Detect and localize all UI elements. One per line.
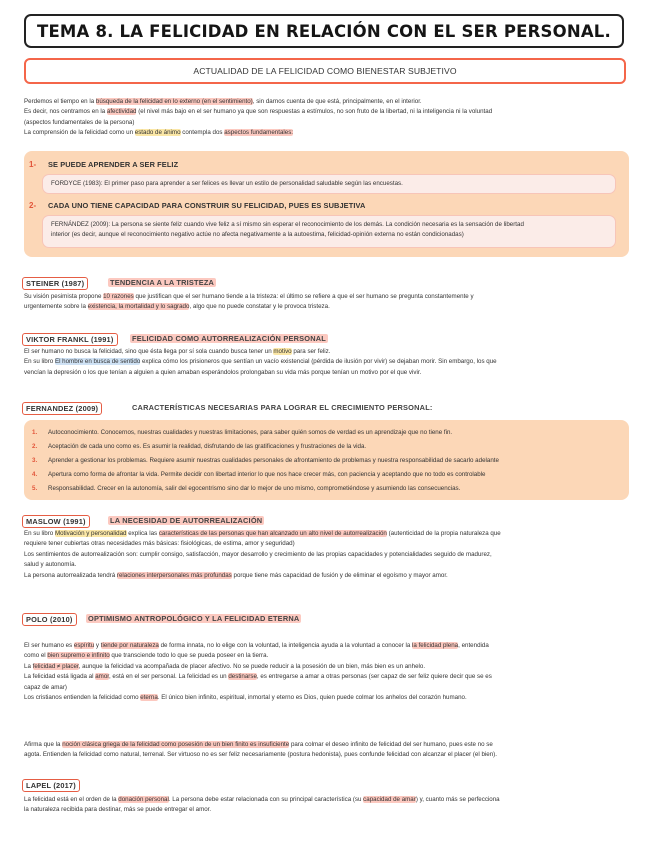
lapel-paragraph: La felicidad está en el orden de la donación personal. La persona debe estar relacionada con su principal característica (su capacidad de amar) y, cuanto más se perfecciona la naturaleza recibida para destinar, más se puede entregar el amor. — [24, 796, 500, 814]
author-frankl: VIKTOR FRANKL (1991) — [22, 333, 118, 346]
aspects-box — [24, 151, 629, 257]
aspect-heading-1: SE PUEDE APRENDER A SER FELIZ — [48, 160, 179, 169]
list-item: 2. Aceptación de cada uno como es. Es asumir la realidad, disfrutando de las gratificaciones y frustraciones de la vida. — [32, 443, 367, 450]
author-polo: POLO (2010) — [22, 613, 77, 626]
heading-maslow: LA NECESIDAD DE AUTORREALIZACIÓN — [110, 516, 263, 525]
author-lapel: LAPEL (2017) — [22, 779, 80, 792]
aspect-number-1: 1- — [29, 160, 37, 169]
polo-paragraph-2: Afirma que la noción clásica griega de la felicidad como posesión de un bien finito es insuficiente para colmar el deseo infinito de felicidad del ser humano, pues este no se agota. Entienden la felicidad como natural, terrenal. Ser virtuoso no es ser feliz necesariamente (postura hedonista), pues confunde felicidad con alcanzar el placer (el bien). — [24, 741, 497, 759]
intro-line-3: (aspectos fundamentales de la persona) — [24, 118, 135, 126]
fernandez-list — [24, 420, 629, 500]
aspect-heading-2: CADA UNO TIENE CAPACIDAD PARA CONSTRUIR SU FELICIDAD, PUES ES SUBJETIVA — [48, 201, 366, 210]
list-item: 1. Autoconocimiento. Conocernos, nuestras cualidades y nuestras limitaciones, para saber quién somos de verdad es un aprendizaje que no tiene fin. — [32, 429, 453, 436]
page-subtitle: ACTUALIDAD DE LA FELICIDAD COMO BIENESTAR SUBJETIVO — [193, 66, 457, 76]
list-item: 3. Aprender a gestionar los problemas. Requiere asumir nuestras cualidades personales de afrontamiento de problemas y nuestra responsabilidad de sacarlo adelante — [32, 457, 499, 464]
author-maslow: MASLOW (1991) — [22, 515, 90, 528]
frankl-paragraph: El ser humano no busca la felicidad, sino que ésta llega por sí sola cuando busca tener un motivo para ser feliz. En su libro El hombre en busca de sentido explica cómo los prisioneros que sentían un vacío existencial (pérdida de ilusión por vivir) se dejaban morir. Sin embargo, los que vencían la depresión o los que tenían a alguien a quien amaban esperándolos prolongaban su vida más porque tenían un motivo por el que vivir. — [24, 348, 497, 376]
page-title: TEMA 8. LA FELICIDAD EN RELACIÓN CON EL SER PERSONAL. — [36, 21, 611, 41]
author-fernandez: FERNANDEZ (2009) — [22, 402, 102, 415]
title-box — [24, 14, 624, 48]
heading-frankl: FELICIDAD COMO AUTORREALIZACIÓN PERSONAL — [132, 334, 326, 343]
intro-line-1: Perdemos el tiempo en la búsqueda de la felicidad en lo externo (en el sentimiento), sin darnos cuenta de que está, principalmente, en el interior. — [24, 98, 422, 105]
maslow-paragraph: En su libro Motivación y personalidad explica las características de las personas que han alcanzado un alto nivel de autorrealización (autenticidad de la propia naturaleza que requiere tener cubiertas otras necesidades más básicas: fisiológicas, de estima, amor y seguridad) Los sentimientos de autorrealización son: cumplir consigo, satisfacción, mayor desarrollo y crecimiento de las propias capacidades y potencialidades seguido de madurez, salud y autonomía. La persona autorrealizada tendrá relaciones interpersonales más profundas porque tiene más capacidad de fusión y de eliminar el egoísmo y mayor amor. — [24, 530, 501, 579]
intro-paragraph — [24, 97, 639, 139]
heading-fernandez: CARACTERÍSTICAS NECESARIAS PARA LOGRAR EL CRECIMIENTO PERSONAL: — [132, 403, 433, 412]
author-steiner: STEINER (1987) — [22, 277, 88, 290]
intro-line-2: Es decir, nos centramos en la afectividad (el nivel más bajo en el ser humano ya que son respuestas a estímulos, no son fruto de la libertad, ni la inteligencia ni la voluntad — [24, 108, 493, 116]
list-item: 5. Responsabilidad. Crecer en la autonomía, salir del egocentrismo sino dar lo mejor de uno mismo, comprometiéndose y asumiendo las consecuencias. — [32, 485, 461, 492]
aspect-note-1: FORDYCE (1983): El primer paso para aprender a ser felices es llevar un estilo de personalidad saludable según las encuestas. — [42, 174, 616, 194]
steiner-paragraph: Su visión pesimista propone 10 razones que justifican que el ser humano tiende a la tristeza: el último se refiere a que el ser humano se pregunta constantemente y urgentemente sobre la existencia, la mortalidad y lo sagrado, algo que no puede constatar y le provoca tristeza. — [24, 293, 474, 311]
heading-steiner: TENDENCIA A LA TRISTEZA — [110, 278, 215, 287]
subtitle-box — [24, 58, 626, 84]
intro-line-4: La comprensión de la felicidad como un estado de ánimo contempla dos aspectos fundamentales: — [24, 129, 294, 137]
heading-polo: OPTIMISMO ANTROPOLÓGICO Y LA FELICIDAD ETERNA — [88, 614, 300, 623]
polo-paragraph: El ser humano es espíritu y tiende por naturaleza de forma innata, no lo elige con la voluntad, la inteligencia ayuda a la voluntad a conocer la la felicidad plena, entendida como el bien supremo e infinito que transciende todo lo que se pueda poseer en la tierra. La felicidad ≠ placer, aunque la felicidad va acompañada de placer afectivo. No se puede reducir a la posesión de un bien, más bien es un anhelo. La felicidad está ligada al amor, está en el ser personal. La felicidad es un destinarse, es entregarse a amar a otras personas (ser capaz de ser feliz quiere decir que se es capaz de amar) Los cristianos entienden la felicidad como eterna. El único bien infinito, espiritual, inmortal y eterno es Dios, quien puede colmar los anhelos del corazón humano. — [24, 642, 492, 702]
aspect-number-2: 2- — [29, 201, 37, 210]
aspect-note-2: FERNÁNDEZ (2009): La persona se siente feliz cuando vive feliz a sí mismo sin esperar el reconocimiento de los demás. La condición necesaria es la sensación de libertad interior (es decir, aunque el reconocimiento negativo actúe no afecta negativamente a la autoestima, felicidad-opinión externa no están condicionadas) — [42, 215, 616, 248]
list-item: 4. Apertura como forma de afrontar la vida. Permite decidir con libertad interior lo que nos hace crecer más, con paciencia y aceptando que no todo es controlable — [32, 471, 486, 478]
